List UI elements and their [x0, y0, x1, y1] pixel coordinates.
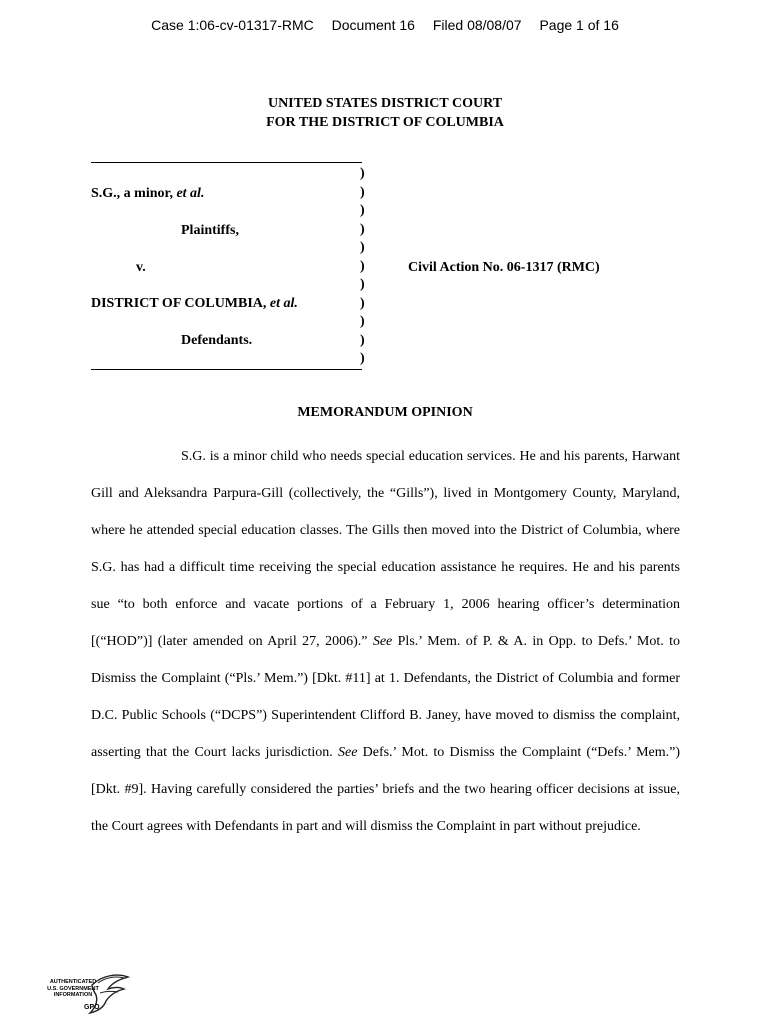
- filing-header: [0, 17, 770, 33]
- gpo-line-2: U.S. GOVERNMENT: [47, 985, 99, 992]
- versus: v.: [136, 260, 146, 275]
- paragraph-1-part-b: Pls.’ Mem. of P. & A. in Opp. to Defs.’ Mot. to Dismiss the Complaint (“Pls.’ Mem.”) [Dkt. #11] at 1. Defendants, the District of Columbia and former D.C. Public Schools (“DCPS”) Superintendent Clifford B. Janey, have moved to dismiss the complaint, asserting that the Court lacks jurisdiction.: [91, 634, 680, 760]
- gpo-line-1: AUTHENTICATED: [49, 979, 97, 985]
- gpo-line-3: INFORMATION: [53, 992, 93, 998]
- filed-date: Filed 08/08/07: [432, 17, 522, 33]
- paragraph-1: [91, 438, 680, 845]
- plaintiff-name-text: S.G., a minor,: [91, 186, 173, 201]
- see-signal: See: [337, 745, 358, 760]
- gpo-agency-label: GPO: [84, 1004, 100, 1011]
- opinion-body: [91, 438, 680, 845]
- page-number: Page 1 of 16: [539, 17, 619, 33]
- gpo-authentication-logo: [44, 973, 134, 1017]
- civil-action-number: Civil Action No. 06-1317 (RMC): [408, 260, 600, 275]
- plaintiff-et-al: et al.: [176, 186, 205, 201]
- plaintiff-name: [91, 186, 204, 202]
- case-number: Case 1:06-cv-01317-RMC: [151, 17, 314, 33]
- defendant-role: Defendants.: [181, 333, 253, 348]
- caption-bottom-rule: [91, 369, 362, 370]
- court-line-1: UNITED STATES DISTRICT COURT: [267, 96, 503, 111]
- caption-parentheses: ) ) ) ) ) ) ) ) ) ) ): [360, 166, 365, 366]
- defendant-name: [91, 296, 298, 312]
- defendant-name-text: DISTRICT OF COLUMBIA,: [91, 296, 267, 311]
- document-title: MEMORANDUM OPINION: [297, 405, 473, 420]
- paragraph-1-part-a: S.G. is a minor child who needs special education services. He and his parents, Harwant Gill and Aleksandra Parpura-Gill (collectively, the “Gills”), lived in Montgomery County, Maryland, where he attended special education classes. The Gills then moved into the District of Columbia, where S.G. has had a difficult time receiving the special education assistance he requires. He and his parents sue “to both enforce and vacate portions of a February 1, 2006 hearing officer’s determination [(“HOD”)] (later amended on April 27, 2006).”: [91, 449, 680, 649]
- see-signal: See: [372, 634, 393, 649]
- document-number: Document 16: [331, 17, 415, 33]
- defendant-et-al: et al.: [269, 296, 298, 311]
- court-line-2: FOR THE DISTRICT OF COLUMBIA: [266, 115, 504, 130]
- caption-top-rule: [91, 162, 362, 163]
- plaintiff-role: Plaintiffs,: [181, 223, 239, 238]
- paragraph-1-part-c: Defs.’ Mot. to Dismiss the Complaint (“Defs.’ Mem.”) [Dkt. #9]. Having carefully considered the parties’ briefs and the two hearing officer decisions at issue, the Court agrees with Defendants in part and will dismiss the Complaint in part without prejudice.: [91, 745, 680, 834]
- court-heading: [0, 94, 770, 132]
